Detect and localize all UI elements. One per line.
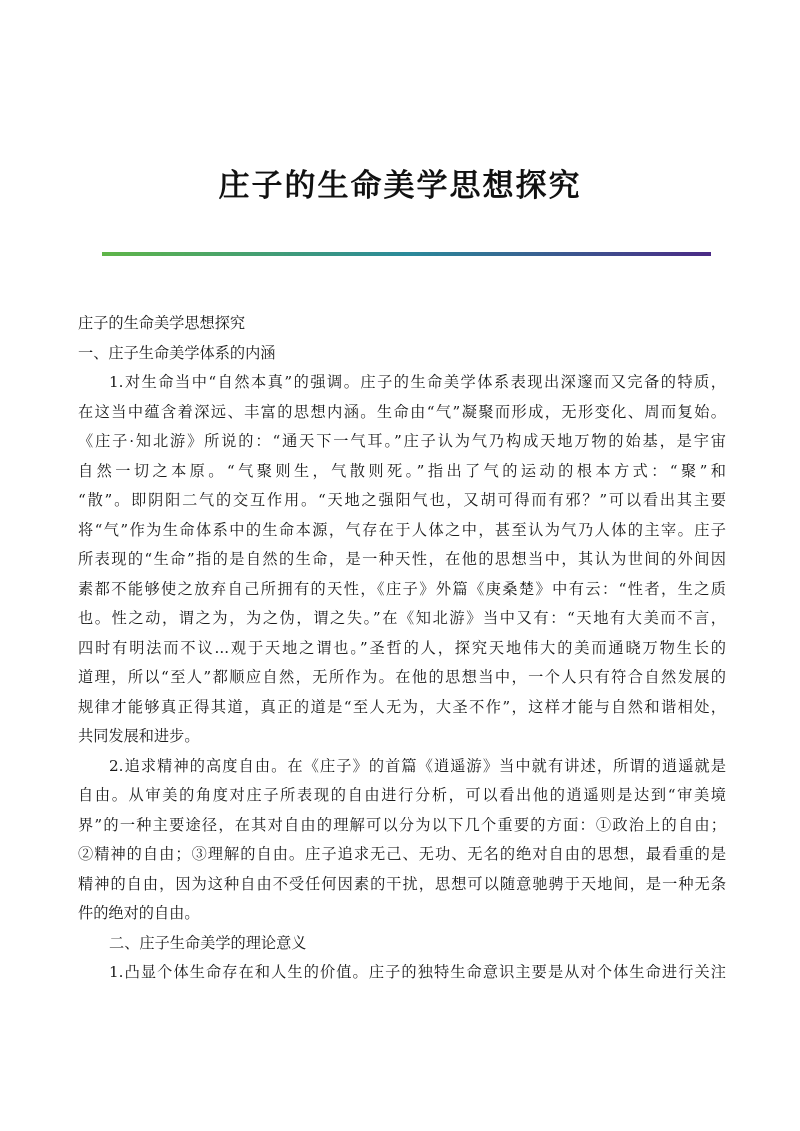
title-divider-rule <box>102 252 711 256</box>
paragraph-line: 素都不能够使之放弃自己所拥有的天性，《庄子》外篇《庚桑楚》中有云：“性者，生之质 <box>78 579 726 598</box>
paragraph-line: 道理，所以“至人”都顺应自然，无所作为。在他的思想当中，一个人只有符合自然发展的 <box>78 668 726 686</box>
document-title: 庄子的生命美学思想探究 <box>218 168 582 204</box>
paragraph-line: 在这当中蕴含着深远、丰富的思想内涵。生命由“气”凝聚而形成，无形变化、周而复始。 <box>78 402 726 421</box>
paragraph-line: 件的绝对的自由。 <box>78 904 200 922</box>
paragraph-line: 规律才能够真正得其道，真正的道是“至人无为，大圣不作”，这样才能与自然和谐相处， <box>78 697 726 716</box>
paragraph-line: 1.对生命当中“自然本真”的强调。庄子的生命美学体系表现出深邃而又完备的特质， <box>109 373 726 391</box>
divider-bar <box>102 252 711 256</box>
subtitle-line: 庄子的生命美学思想探究 <box>78 314 246 332</box>
paragraph-line: 自由。从审美的角度对庄子所表现的自由进行分析，可以看出他的逍遥则是达到“审美境 <box>78 786 726 804</box>
document-body <box>78 309 726 988</box>
paragraph-line: 四时有明法而不议...观于天地之谓也。”圣哲的人，探究天地伟大的美而通晓万物生长的 <box>78 638 726 657</box>
paragraph-line: 所表现的“生命”指的是自然的生命，是一种天性，在他的思想当中，其认为世间的外间因 <box>78 550 726 568</box>
section-heading-1: 一、庄子生命美学体系的内涵 <box>78 343 276 362</box>
paragraph-line: 1.凸显个体生命存在和人生的价值。庄子的独特生命意识主要是从对个体生命进行关注 <box>109 963 726 981</box>
section-heading-2: 二、庄子生命美学的理论意义 <box>109 933 307 952</box>
paragraph-line: 也。性之动，谓之为，为之伪，谓之失。”在《知北游》当中又有：“天地有大美而不言， <box>78 609 726 627</box>
paragraph-line: 《庄子·知北游》所说的：“通天下一气耳。”庄子认为气乃构成天地万物的始基，是宇宙 <box>78 432 726 450</box>
paragraph-line: 共同发展和进步。 <box>78 727 200 745</box>
paragraph-line: 精神的自由，因为这种自由不受任何因素的干扰，思想可以随意驰骋于天地间，是一种无条 <box>78 874 726 893</box>
paragraph-line: ②精神的自由；③理解的自由。庄子追求无己、无功、无名的绝对自由的思想，最看重的是 <box>78 845 726 863</box>
paragraph-line: 2.追求精神的高度自由。在《庄子》的首篇《逍遥游》当中就有讲述，所谓的逍遥就是 <box>109 756 726 775</box>
paragraph-line: 界”的一种主要途径，在其对自由的理解可以分为以下几个重要的方面：①政治上的自由； <box>78 815 726 834</box>
paragraph-line: 将“气”作为生命体系中的生命本源，气存在于人体之中，甚至认为气乃人体的主宰。庄子 <box>78 520 726 539</box>
paragraph-line: 自然一切之本原。“气聚则生，气散则死。”指出了气的运动的根本方式：“聚”和 <box>78 461 726 480</box>
paragraph-line: “散”。即阴阳二气的交互作用。“天地之强阳气也，又胡可得而有邪？”可以看出其主要 <box>78 491 726 509</box>
